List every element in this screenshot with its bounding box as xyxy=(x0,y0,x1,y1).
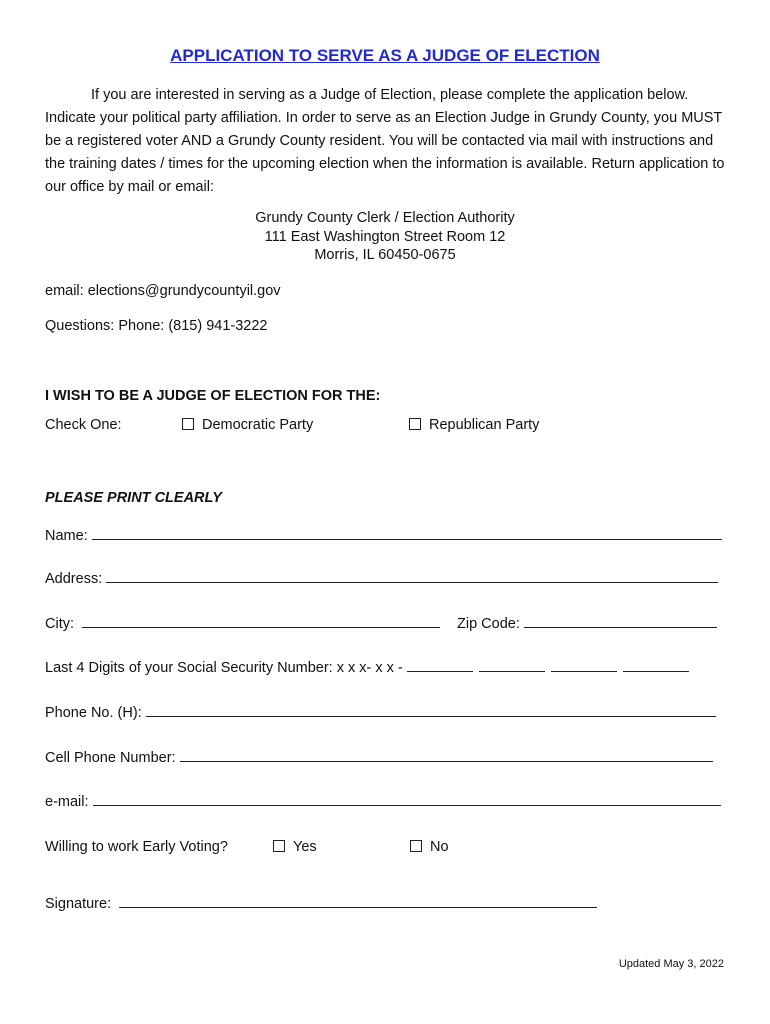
republican-party-checkbox[interactable] xyxy=(409,418,421,430)
check-one-label: Check One: xyxy=(45,417,122,433)
ssn-field[interactable] xyxy=(45,660,689,676)
wish-heading: I WISH TO BE A JUDGE OF ELECTION FOR THE: xyxy=(45,388,381,404)
cell-phone-input-line[interactable] xyxy=(180,760,713,762)
zip-input-line[interactable] xyxy=(524,626,717,628)
signature-field[interactable] xyxy=(45,896,597,912)
early-voting-label: Willing to work Early Voting? xyxy=(45,839,228,855)
print-clearly-heading: PLEASE PRINT CLEARLY xyxy=(45,490,222,506)
democratic-party-checkbox[interactable] xyxy=(182,418,194,430)
signature-label: Signature: xyxy=(45,896,112,912)
zip-label: Zip Code: xyxy=(457,616,520,632)
updated-date: Updated May 3, 2022 xyxy=(618,958,724,970)
address-label: Address: xyxy=(45,571,103,587)
ssn-digit-line-2[interactable] xyxy=(479,670,545,672)
home-phone-input-line[interactable] xyxy=(146,715,716,717)
early-voting-no-label: No xyxy=(430,839,449,855)
ssn-label: Last 4 Digits of your Social Security Number: x x x- x x - xyxy=(45,660,403,676)
address-line-3: Morris, IL 60450-0675 xyxy=(314,247,456,263)
early-voting-yes-label: Yes xyxy=(293,839,317,855)
address-input-line[interactable] xyxy=(106,581,718,583)
name-field[interactable] xyxy=(45,528,722,544)
city-field[interactable] xyxy=(45,616,440,632)
early-voting-no-option[interactable] xyxy=(410,839,449,855)
early-voting-yes-checkbox[interactable] xyxy=(273,840,285,852)
democratic-party-option[interactable] xyxy=(182,417,313,433)
democratic-party-label: Democratic Party xyxy=(202,417,314,433)
form-title: APPLICATION TO SERVE AS A JUDGE OF ELECTION xyxy=(170,46,600,65)
address-line-2: 111 East Washington Street Room 12 xyxy=(264,229,506,245)
ssn-digit-line-1[interactable] xyxy=(407,670,473,672)
republican-party-option[interactable] xyxy=(409,417,539,433)
address-line-1: Grundy County Clerk / Election Authority xyxy=(255,210,515,226)
email-field[interactable] xyxy=(45,794,721,810)
city-input-line[interactable] xyxy=(82,626,440,628)
address-field[interactable] xyxy=(45,571,718,587)
city-label: City: xyxy=(45,616,74,632)
cell-phone-field[interactable] xyxy=(45,750,713,766)
signature-input-line[interactable] xyxy=(119,906,597,908)
ssn-digit-line-3[interactable] xyxy=(551,670,617,672)
email-label: e-mail: xyxy=(45,794,89,810)
email-input-line[interactable] xyxy=(93,804,721,806)
name-label: Name: xyxy=(45,528,88,544)
name-input-line[interactable] xyxy=(92,538,722,540)
contact-email: email: elections@grundycountyil.gov xyxy=(45,283,281,299)
republican-party-label: Republican Party xyxy=(429,417,540,433)
early-voting-no-checkbox[interactable] xyxy=(410,840,422,852)
cell-phone-label: Cell Phone Number: xyxy=(45,750,176,766)
home-phone-field[interactable] xyxy=(45,705,716,721)
intro-paragraph xyxy=(45,84,735,199)
early-voting-yes-option[interactable] xyxy=(273,839,317,855)
home-phone-label: Phone No. (H): xyxy=(45,705,142,721)
ssn-digit-line-4[interactable] xyxy=(623,670,689,672)
intro-text: If you are interested in serving as a Judge of Election, please complete the application below. Indicate your political party affiliation. In order to serve as an Election Judge in Grundy County, you MUST be a registered voter AND a Grundy County resident. You will be contacted via mail with instructions and the training dates / times for the upcoming election when the information is available. Return application to our office by mail or email: xyxy=(45,87,725,195)
zip-field[interactable] xyxy=(457,616,717,632)
contact-phone: Questions: Phone: (815) 941-3222 xyxy=(45,318,268,334)
